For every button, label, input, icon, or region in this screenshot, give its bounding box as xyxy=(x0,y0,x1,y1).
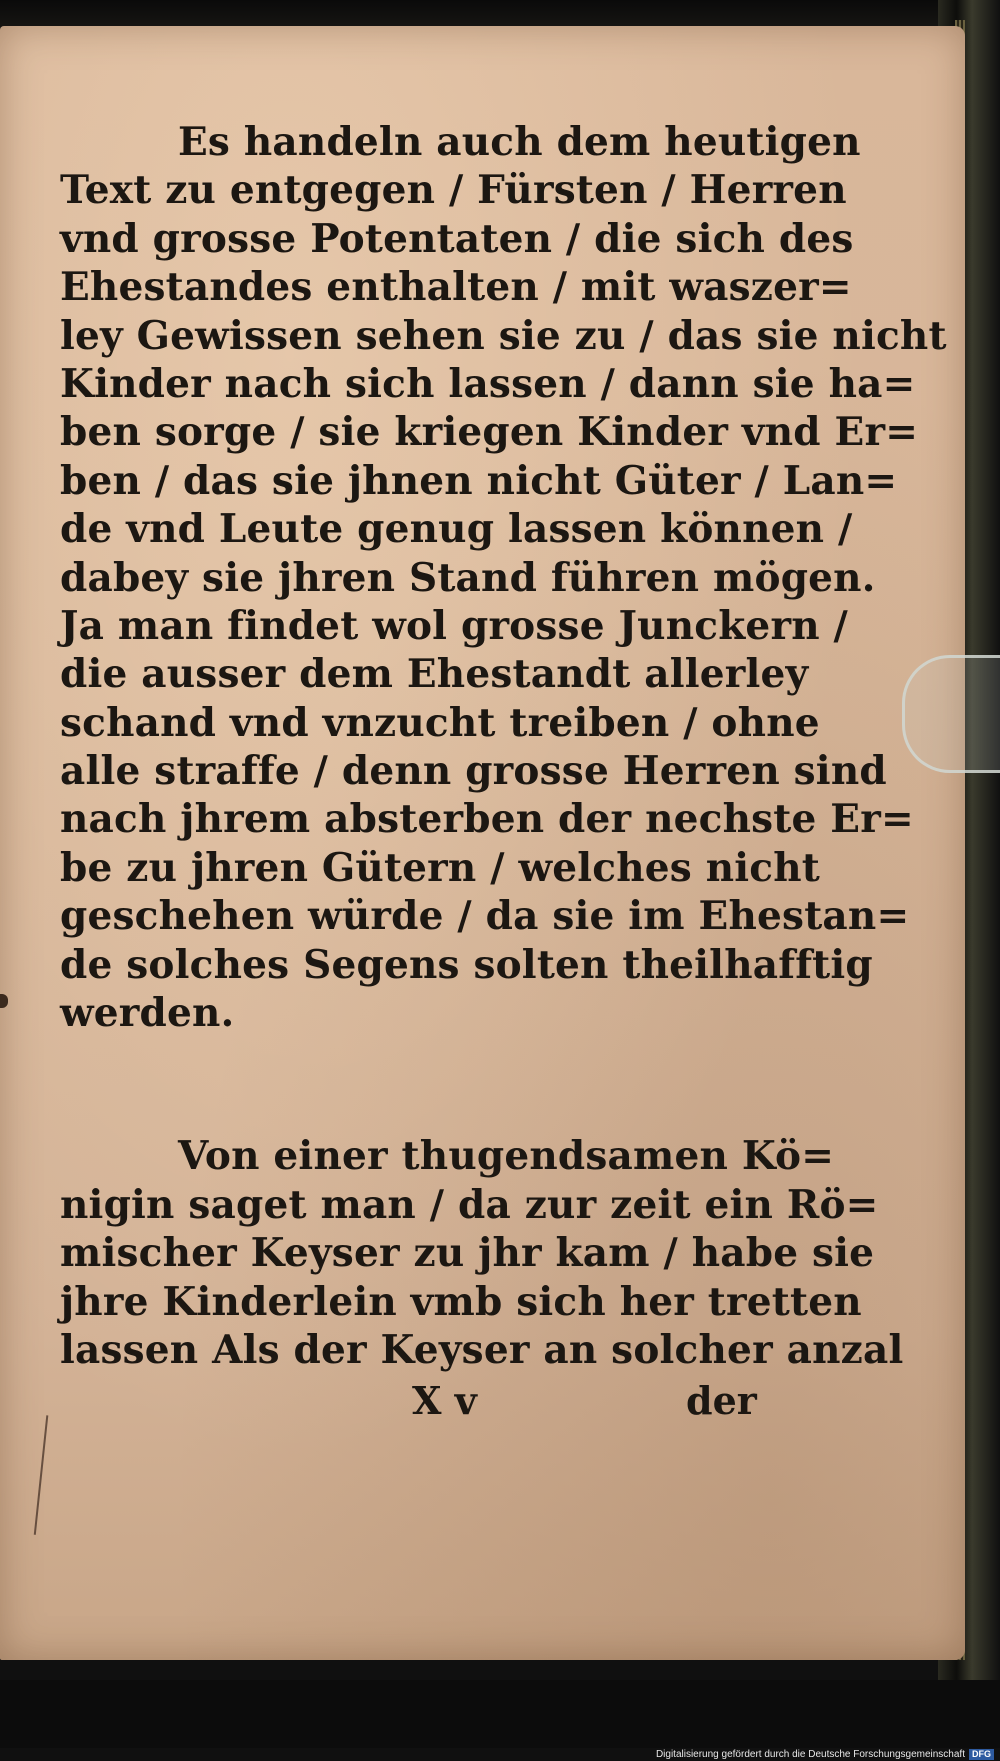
text-line: alle straffe / denn grosse Herren sind xyxy=(60,748,887,795)
plastic-clip xyxy=(902,655,1000,773)
page-edge-mark xyxy=(0,994,8,1008)
text-line: nach jhrem absterben der nechste Er= xyxy=(60,796,914,843)
dfg-logo: DFG xyxy=(969,1749,994,1760)
margin-pencil-mark xyxy=(34,1415,66,1536)
text-line: de vnd Leute genug lassen können / xyxy=(60,506,853,553)
text-line: nigin saget man / da zur zeit ein Rö= xyxy=(60,1181,879,1228)
text-line: Ja man findet wol grosse Junckern / xyxy=(60,602,848,649)
digitization-credit xyxy=(656,1749,994,1760)
text-line: ben sorge / sie kriegen Kinder vnd Er= xyxy=(60,409,919,456)
page-text xyxy=(60,118,947,1374)
text-line: ben / das sie jhnen nicht Güter / Lan= xyxy=(60,457,898,504)
text-line: jhre Kinderlein vmb sich her tretten xyxy=(60,1278,862,1325)
text-line: die ausser dem Ehestandt allerley xyxy=(60,651,809,698)
text-line: ley Gewissen sehen sie zu / das sie nicht xyxy=(60,312,947,359)
credit-text: Digitalisierung gefördert durch die Deutsche Forschungsgemeinschaft xyxy=(655,1749,965,1760)
signature-mark: X v xyxy=(412,1378,477,1423)
text-line: Ehestandes enthalten / mit waszer= xyxy=(60,264,852,311)
book-page xyxy=(0,26,965,1660)
text-line: Text zu entgegen / Fürsten / Herren xyxy=(60,167,847,214)
text-line: geschehen würde / da sie im Ehestan= xyxy=(60,893,910,940)
text-line: Es handeln auch dem heutigen xyxy=(178,119,861,165)
text-line: be zu jhren Gütern / welches nicht xyxy=(60,844,821,891)
text-line: lassen Als der Keyser an solcher anzal xyxy=(60,1326,904,1373)
scan-bottom-band xyxy=(0,1680,1000,1748)
page-footer-marks xyxy=(0,1378,965,1428)
text-line: mischer Keyser zu jhr kam / habe sie xyxy=(60,1230,875,1277)
text-line: vnd grosse Potentaten / die sich des xyxy=(60,215,854,262)
text-line: Kinder nach sich lassen / dann sie ha= xyxy=(60,360,916,407)
text-line: dabey sie jhren Stand führen mögen. xyxy=(60,554,876,601)
paragraph-gap xyxy=(60,1037,820,1132)
text-line: schand vnd vnzucht treiben / ohne xyxy=(60,699,820,746)
catchword: der xyxy=(686,1378,757,1423)
text-line: de solches Segens solten theilhafftig xyxy=(60,941,873,988)
text-line: Von einer thugendsamen Kö= xyxy=(178,1133,835,1180)
text-line: werden. xyxy=(60,990,235,1037)
